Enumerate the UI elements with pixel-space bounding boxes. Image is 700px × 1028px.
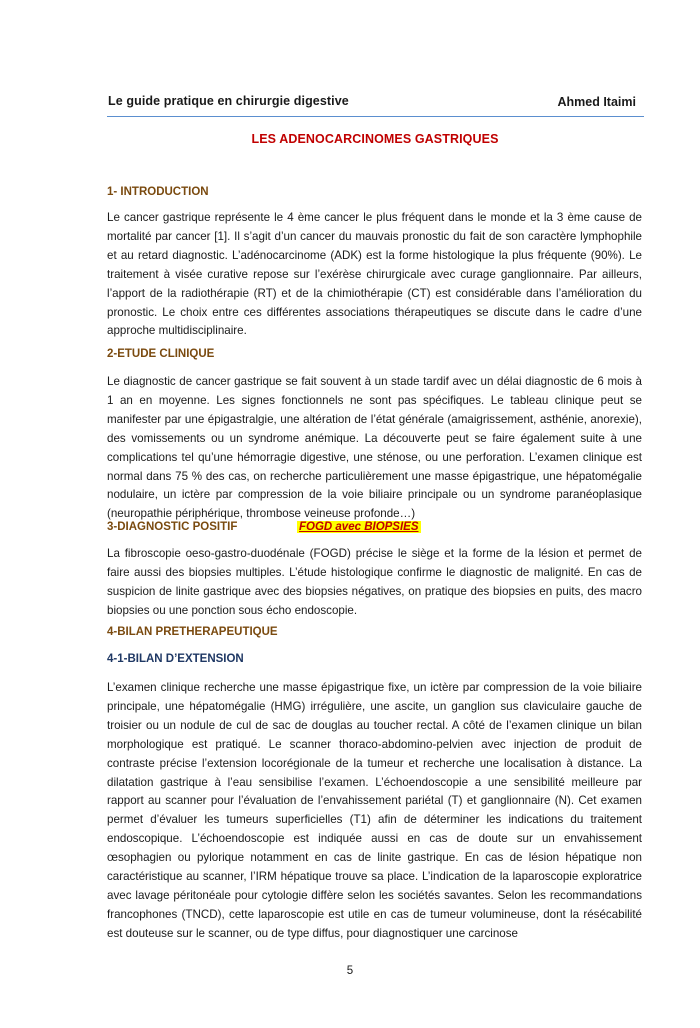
highlight-fogd-biopsies: FOGD avec BIOPSIES <box>299 521 419 533</box>
paragraph-etude-clinique: Le diagnostic de cancer gastrique se fait souvent à un stade tardif avec un délai diagnostic de 6 mois à 1 an en moyenne. Les signes fonctionnels ne sont pas spécifiques. Le tableau clinique peut se manifester par une épigastralgie, une altération de l’état générale (amaigrissement, asthénie, anorexie), des vomissements ou un syndrome anémique. La découverte peut se faire également suite à une complications tel qu’une hémorragie digestive, une sténose, ou une perforation. L’examen clinique est normal dans 75 % des cas, on recherche particulièrement une masse épigastrique, une hépatomégalie nodulaire, un ictère par compression de la voie biliaire principale ou un syndrome paranéoplasique (neuropathie périphérique, thrombose veineuse profonde…) <box>107 375 642 521</box>
page-number: 5 <box>346 965 354 977</box>
paragraph-bilan-extension: L’examen clinique recherche une masse épigastrique fixe, un ictère par compression de la voie biliaire principale, une hépatomégalie (HMG) irrégulière, une ascite, un ganglion sus claviculaire gauche de troisier ou un nodule de cul de sac de douglas au toucher rectal. A côté de l’examen clinique un bilan morphologique est pratiqué. Le scanner thoraco-abdomino-pelvien avec injection de produit de contraste précise l’extension locorégionale de la tumeur et recherche une localisation à distance. La dilatation gastrique à l’eau sensibilise l’examen. L’échoendoscopie a une sensibilité meilleure par rapport au scanner pour l’évaluation de l’envahissement pariétal (T) et ganglionnaire (N). Cet examen permet d’évaluer les tumeurs superficielles (T1) afin de déterminer les indications du traitement endoscopique. L’échoendoscopie est indiquée aussi en cas de doute sur un envahissement œsophagien ou pylorique notamment en cas de linite gastrique. En cas de lésion hépatique non caractéristique au scanner, l’IRM hépatique trouve sa place. L’indication de la laparoscopie exploratrice avec lavage péritonéale pour cytologie diffère selon les sociétés savantes. Selon les recommandations francophones (TNCD), cette laparoscopie est utile en cas de tumeur volumineuse, dont la résécabilité est douteuse sur le scanner, ou de type diffus, pour diagnostiquer une carcinose <box>107 681 642 940</box>
heading-introduction: 1- INTRODUCTION <box>107 186 209 198</box>
paragraph-introduction: Le cancer gastrique représente le 4 ème cancer le plus fréquent dans le monde et la 3 ème cause de mortalité par cancer [1]. Il s’agit d’un cancer du mauvais pronostic du fait de son caractère lymphophile et au retard diagnostic. L’adénocarcinome (ADK) est la forme histologique la plus fréquente (90%). Le traitement à visée curative repose sur l’exérèse chirurgicale avec curage ganglionnaire. Par ailleurs, l’apport de la radiothérapie (RT) et de la chimiothérapie (CT) est considérable dans l’amélioration du pronostic. Le choix entre ces différentes associations thérapeutiques se discute dans le cadre d’une approche multidisciplinaire. <box>107 211 642 338</box>
subheading-bilan-extension: 4-1-BILAN D’EXTENSION <box>107 653 244 665</box>
header-book-title: Le guide pratique en chirurgie digestive <box>108 94 349 108</box>
heading-etude-clinique: 2-ETUDE CLINIQUE <box>107 348 215 360</box>
header-author: Ahmed Itaimi <box>557 95 636 109</box>
document-title: LES ADENOCARCINOMES GASTRIQUES <box>251 132 499 146</box>
heading-bilan-pretherapeutique: 4-BILAN PRETHERAPEUTIQUE <box>107 626 278 638</box>
heading-diagnostic-positif: 3-DIAGNOSTIC POSITIF <box>107 521 238 533</box>
paragraph-diagnostic-positif: La fibroscopie oeso-gastro-duodénale (FOGD) précise le siège et la forme de la lésion et permet de faire aussi des biopsies multiples. L’étude histologique confirme le diagnostic de malignité. En cas de suspicion de linite gastrique avec des biopsies négatives, on pratique des biopsies en puits, des macro biopsies ou une ponction sous écho endoscopie. <box>107 547 642 617</box>
page-header <box>107 94 644 117</box>
